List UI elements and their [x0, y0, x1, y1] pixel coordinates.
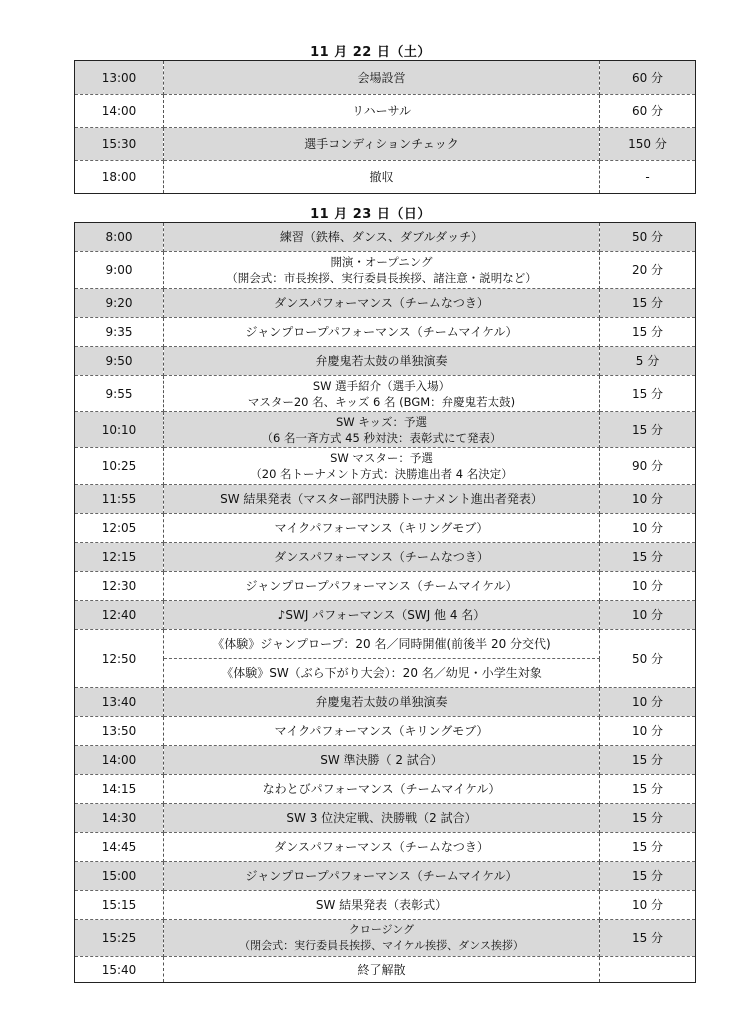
duration-cell: 5 分: [600, 347, 696, 376]
time-cell: 8:00: [75, 223, 164, 252]
activity-cell: ♪SWJ パフォーマンス（SWJ 他 4 名）: [164, 601, 600, 630]
table-row: [75, 746, 696, 775]
activity-cell: なわとびパフォーマンス（チームマイケル）: [164, 775, 600, 804]
day1-title: 11 月 22 日（土）: [310, 45, 431, 60]
table-row: [75, 514, 696, 543]
day1-schedule-table: [74, 60, 696, 194]
duration-cell: 10 分: [600, 572, 696, 601]
table-row: [75, 448, 696, 485]
duration-cell: 50 分: [600, 630, 696, 688]
time-cell: 15:15: [75, 891, 164, 920]
activity-line: SW マスター：予選: [330, 451, 433, 465]
time-cell: 12:05: [75, 514, 164, 543]
activity-cell: 《体験》SW（ぶら下がり大会）：20 名／幼児・小学生対象: [164, 659, 600, 688]
duration-cell: 10 分: [600, 485, 696, 514]
duration-cell: 15 分: [600, 775, 696, 804]
activity-cell: 《体験》ジャンプロープ：20 名／同時開催(前後半 20 分交代): [164, 630, 600, 659]
time-cell: 10:25: [75, 448, 164, 485]
activity-cell: [164, 252, 600, 289]
duration-cell: 15 分: [600, 543, 696, 572]
time-cell: 9:35: [75, 318, 164, 347]
duration-cell: 15 分: [600, 412, 696, 448]
activity-cell: ダンスパフォーマンス（チームなつき）: [164, 543, 600, 572]
table-row: [75, 775, 696, 804]
duration-cell: 10 分: [600, 891, 696, 920]
activity-cell: 撤収: [164, 161, 600, 194]
duration-cell: 15 分: [600, 862, 696, 891]
table-row: [75, 61, 696, 95]
duration-cell: 15 分: [600, 833, 696, 862]
activity-cell: SW 結果発表（マスター部門決勝トーナメント進出者発表）: [164, 485, 600, 514]
table-row: [75, 347, 696, 376]
duration-cell: 15 分: [600, 289, 696, 318]
table-row: [75, 289, 696, 318]
time-cell: 9:50: [75, 347, 164, 376]
activity-cell: [164, 920, 600, 957]
duration-cell: 10 分: [600, 688, 696, 717]
duration-cell: 15 分: [600, 746, 696, 775]
table-row: [75, 376, 696, 412]
time-cell: 14:00: [75, 95, 164, 128]
duration-cell: 10 分: [600, 514, 696, 543]
activity-cell: ダンスパフォーマンス（チームなつき）: [164, 833, 600, 862]
activity-cell: SW 結果発表（表彰式）: [164, 891, 600, 920]
time-cell: 9:00: [75, 252, 164, 289]
activity-line: SW 選手紹介（選手入場）: [312, 378, 451, 393]
activity-cell: リハーサル: [164, 95, 600, 128]
time-cell: 14:00: [75, 746, 164, 775]
activity-line: 開演・オープニング: [330, 255, 433, 269]
table-row: [75, 804, 696, 833]
duration-cell: 10 分: [600, 717, 696, 746]
time-cell: 18:00: [75, 161, 164, 194]
table-row: [75, 688, 696, 717]
table-row: [75, 412, 696, 448]
activity-cell: 練習（鉄棒、ダンス、ダブルダッチ）: [164, 223, 600, 252]
time-cell: 15:30: [75, 128, 164, 161]
duration-cell: -: [600, 161, 696, 194]
table-row: [75, 891, 696, 920]
duration-cell: 50 分: [600, 223, 696, 252]
time-cell: 10:10: [75, 412, 164, 448]
activity-cell: ジャンプロープパフォーマンス（チームマイケル）: [164, 862, 600, 891]
time-cell: 15:25: [75, 920, 164, 957]
table-row: [75, 630, 696, 659]
time-cell: 12:15: [75, 543, 164, 572]
duration-cell: [600, 957, 696, 983]
activity-cell: [164, 448, 600, 485]
activity-detail: （閉会式：実行委員長挨拶、マイケル挨拶、ダンス挨拶）: [239, 939, 524, 952]
activity-cell: [164, 376, 600, 412]
table-row: [75, 161, 696, 194]
table-row: [75, 252, 696, 289]
duration-cell: 15 分: [600, 804, 696, 833]
activity-cell: マイクパフォーマンス（キリングモブ）: [164, 717, 600, 746]
duration-cell: 15 分: [600, 376, 696, 412]
table-row: [75, 485, 696, 514]
activity-cell: ジャンプロープパフォーマンス（チームマイケル）: [164, 318, 600, 347]
table-row: [75, 95, 696, 128]
activity-cell: 会場設営: [164, 61, 600, 95]
table-row: [75, 572, 696, 601]
day2-schedule-table: [74, 222, 696, 983]
table-row: [75, 862, 696, 891]
activity-detail: （20 名トーナメント方式：決勝進出者 4 名決定）: [250, 467, 513, 481]
activity-detail: マスター20 名、キッズ 6 名 (BGM：弁慶鬼若太鼓): [247, 394, 516, 409]
table-row: [75, 318, 696, 347]
duration-cell: 90 分: [600, 448, 696, 485]
table-row: [75, 833, 696, 862]
activity-line: SW キッズ：予選: [335, 414, 428, 429]
activity-cell: SW 3 位決定戦、決勝戦（2 試合）: [164, 804, 600, 833]
time-cell: 9:55: [75, 376, 164, 412]
duration-cell: 150 分: [600, 128, 696, 161]
activity-cell: マイクパフォーマンス（キリングモブ）: [164, 514, 600, 543]
table-row: [75, 957, 696, 983]
duration-cell: 15 分: [600, 920, 696, 957]
time-cell: 15:40: [75, 957, 164, 983]
duration-cell: 20 分: [600, 252, 696, 289]
table-row: [75, 920, 696, 957]
activity-cell: 終了解散: [164, 957, 600, 983]
activity-detail: （開会式：市長挨拶、実行委員長挨拶、諸注意・説明など）: [226, 271, 537, 285]
table-row: [75, 717, 696, 746]
duration-cell: 15 分: [600, 318, 696, 347]
day2-title: 11 月 23 日（日）: [310, 207, 431, 222]
time-cell: 12:50: [75, 630, 164, 688]
time-cell: 12:30: [75, 572, 164, 601]
table-row: [75, 601, 696, 630]
activity-cell: SW 準決勝（ 2 試合）: [164, 746, 600, 775]
activity-cell: ダンスパフォーマンス（チームなつき）: [164, 289, 600, 318]
table-row: [75, 128, 696, 161]
activity-cell: 選手コンディションチェック: [164, 128, 600, 161]
time-cell: 13:40: [75, 688, 164, 717]
time-cell: 14:30: [75, 804, 164, 833]
activity-detail: （6 名一斉方式 45 秒対決：表彰式にて発表）: [261, 430, 502, 445]
duration-cell: 60 分: [600, 95, 696, 128]
time-cell: 11:55: [75, 485, 164, 514]
duration-cell: 60 分: [600, 61, 696, 95]
activity-cell: 弁慶鬼若太鼓の単独演奏: [164, 347, 600, 376]
time-cell: 13:00: [75, 61, 164, 95]
time-cell: 14:15: [75, 775, 164, 804]
time-cell: 15:00: [75, 862, 164, 891]
time-cell: 12:40: [75, 601, 164, 630]
time-cell: 13:50: [75, 717, 164, 746]
activity-cell: [164, 412, 600, 448]
time-cell: 9:20: [75, 289, 164, 318]
table-row: [75, 223, 696, 252]
activity-cell: ジャンプロープパフォーマンス（チームマイケル）: [164, 572, 600, 601]
table-row: [75, 543, 696, 572]
duration-cell: 10 分: [600, 601, 696, 630]
activity-line: クロージング: [348, 923, 415, 936]
time-cell: 14:45: [75, 833, 164, 862]
activity-cell: 弁慶鬼若太鼓の単独演奏: [164, 688, 600, 717]
